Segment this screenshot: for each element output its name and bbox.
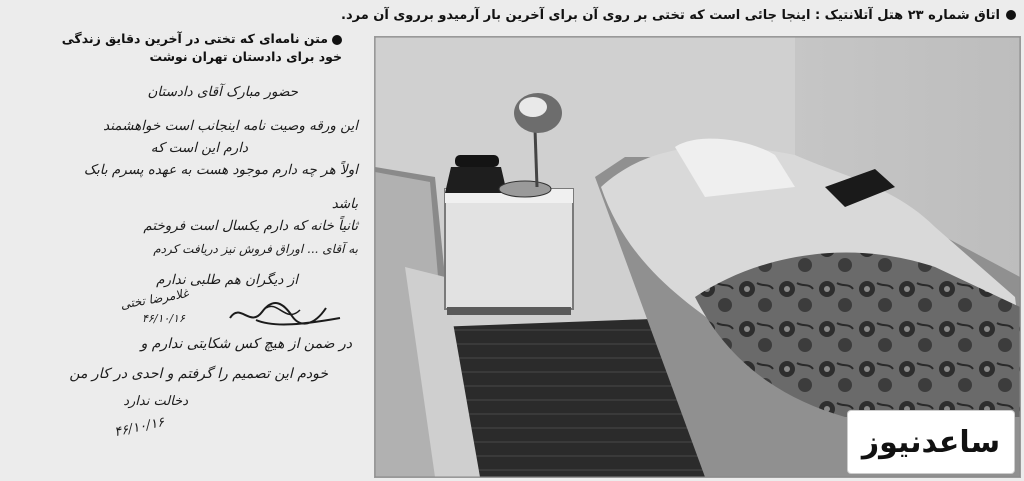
bullet-icon — [1006, 10, 1016, 20]
letter-caption-line-2: خود برای دادستان تهران نوشت — [149, 49, 342, 64]
watermark-text: ساعدنیوز — [861, 424, 1001, 460]
signature-date: ۴۶/۱۰/۱۶ — [142, 312, 185, 325]
postscript-line: خودم این تصمیم را گرفتم و احدی در کار من — [69, 366, 328, 382]
postscript-line: در ضمن از هیچ کس شکایتی ندارم و — [140, 336, 352, 352]
photo-caption — [341, 4, 1016, 26]
letter-line: ثانیاً خانه که دارم یکسال است فروختم — [143, 218, 358, 234]
handwritten-letter — [30, 84, 358, 474]
letter-line: این ورقه وصیت نامه اینجانب است خواهشمند — [103, 118, 358, 134]
postscript-line: دخالت ندارد — [123, 394, 188, 409]
letter-line: اولاً هر چه دارم موجود هست به عهده پسرم بابک — [83, 162, 358, 178]
letter-caption — [12, 30, 342, 66]
signature-date-2: ۴۶/۱۰/۱۶ — [112, 414, 166, 441]
letter-line: به آقای ... اوراق فروش نیز دریافت کردم — [153, 242, 358, 256]
bullet-icon — [332, 35, 342, 45]
letter-line: دارم این است که — [150, 140, 248, 156]
watermark-logo — [848, 411, 1014, 473]
signature-name: غلامرضا تختی — [119, 286, 190, 312]
letter-line: از دیگران هم طلبی ندارم — [156, 272, 298, 288]
letter-caption-line-1: متن نامه‌ای که تختی در آخرین دقایق زندگی — [61, 31, 328, 46]
photo-caption-text: اتاق شماره ۲۳ هتل آتلانتیک : اینجا جائی است که تختی بر روی آن برای آخرین بار آرمیدو برروی آن مرد. — [341, 7, 1000, 23]
letter-line: باشد — [331, 196, 358, 212]
letter-salutation: حضور مبارک آقای دادستان — [147, 84, 298, 100]
signature-scribble — [226, 298, 346, 332]
